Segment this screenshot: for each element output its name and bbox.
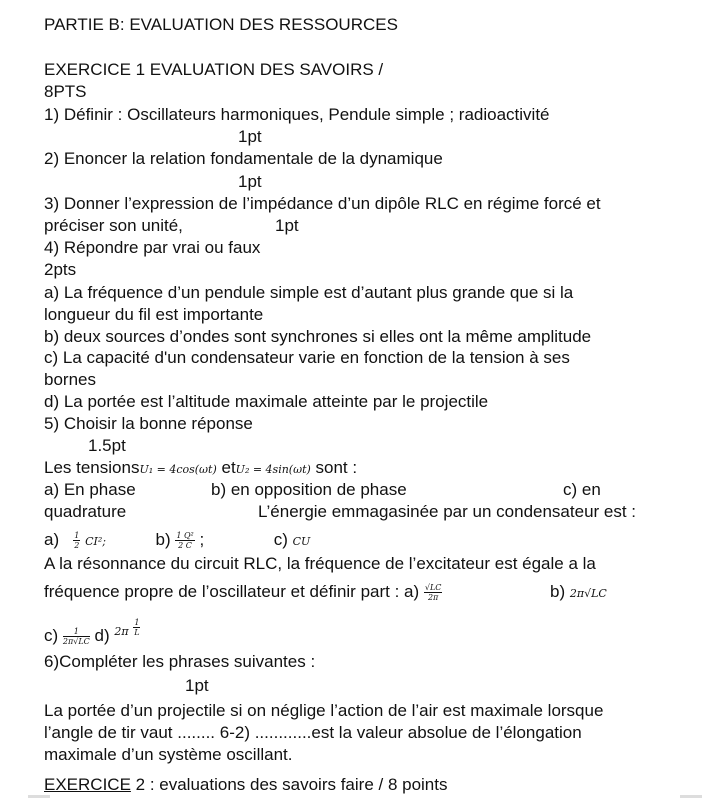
q6-line3: maximale d’un système oscillant. bbox=[44, 745, 293, 764]
q6-line1: La portée d’un projectile si on néglige l’action de l’air est maximale lorsque bbox=[44, 701, 604, 720]
energy-c-label: c) bbox=[273, 530, 288, 549]
q4-item-c-line1: c) La capacité d'un condensateur varie en fonction de la tension à ses bbox=[44, 348, 570, 367]
fraction bbox=[424, 583, 443, 602]
option-a: a) En phase bbox=[44, 480, 136, 499]
den: 2 bbox=[74, 541, 80, 551]
q5-tensions bbox=[44, 458, 357, 480]
question-4-points: 2pts bbox=[44, 260, 77, 279]
fraction bbox=[73, 531, 80, 550]
formula: 2π√LC bbox=[569, 587, 607, 600]
question-2-points: 1pt bbox=[238, 172, 262, 191]
exercise-1-points: 8PTS bbox=[44, 82, 87, 101]
option-c: c) en bbox=[563, 480, 601, 499]
tensions-prefix: Les tensions bbox=[44, 458, 140, 477]
fraction bbox=[175, 531, 194, 550]
question-5-points: 1.5pt bbox=[88, 436, 126, 455]
exercise-2-label: EXERCICE bbox=[44, 775, 131, 794]
den: L bbox=[134, 628, 140, 637]
fraction bbox=[133, 618, 140, 637]
label-c: c) bbox=[44, 626, 59, 645]
q4-item-a-line1: a) La fréquence d’un pendule simple est d’autant plus grande que si la bbox=[44, 283, 574, 302]
fraction bbox=[63, 627, 90, 646]
exercise-1-title: EXERCICE 1 EVALUATION DES SAVOIRS / bbox=[44, 60, 384, 79]
exercise-2-rest: 2 : evaluations des savoirs faire / 8 points bbox=[130, 775, 448, 794]
label: b) bbox=[550, 582, 566, 601]
label-d: d) bbox=[94, 626, 110, 645]
den: 2 C bbox=[178, 541, 192, 551]
resonance-options-cd bbox=[44, 618, 140, 646]
section-title: PARTIE B: EVALUATION DES RESSOURCES bbox=[44, 15, 398, 34]
num: 1 bbox=[134, 618, 140, 627]
energy-question: L’énergie emmagasinée par un condensateur est : bbox=[258, 502, 637, 521]
q4-item-d: d) La portée est l’altitude maximale atteinte par le projectile bbox=[44, 392, 489, 411]
et-text: et bbox=[221, 458, 236, 477]
option-b: b) en opposition de phase bbox=[211, 480, 407, 499]
num: 1 Q² bbox=[176, 531, 194, 541]
option-c-cont: quadrature bbox=[44, 502, 127, 521]
q4-item-b: b) deux sources d’ondes sont synchrones si elles ont la même amplitude bbox=[44, 327, 592, 346]
exercise-2-title bbox=[44, 775, 447, 795]
question-3-points: 1pt bbox=[275, 216, 299, 235]
num: √LC bbox=[424, 583, 442, 593]
question-1-points: 1pt bbox=[238, 127, 262, 146]
energy-a-formula: CI²; bbox=[85, 535, 107, 548]
resonance-option-b bbox=[550, 582, 607, 604]
question-3-line2: préciser son unité, bbox=[44, 216, 183, 235]
den: 2π√LC bbox=[62, 637, 90, 647]
question-2: 2) Enoncer la relation fondamentale de la dynamique bbox=[44, 149, 443, 168]
q6-line2: l’angle de tir vaut ........ 6-2) ............est la valeur absolue de l’élongation bbox=[44, 723, 582, 742]
resonance-line1: A la résonnance du circuit RLC, la fréquence de l’excitateur est égale a la bbox=[44, 554, 596, 573]
den: 2π bbox=[427, 593, 439, 603]
num: 1 bbox=[63, 627, 90, 637]
energy-a-label: a) bbox=[44, 530, 60, 549]
semicolon: ; bbox=[199, 530, 205, 549]
formula-u2: U₂ = 4sin(ωt) bbox=[235, 463, 311, 476]
question-5: 5) Choisir la bonne réponse bbox=[44, 414, 253, 433]
question-3-line1: 3) Donner l’expression de l’impédance d’un dipôle RLC en régime forcé et bbox=[44, 194, 601, 213]
question-6-points: 1pt bbox=[185, 676, 209, 695]
question-4: 4) Répondre par vrai ou faux bbox=[44, 238, 261, 257]
energy-b-label: b) bbox=[155, 530, 171, 549]
tensions-suffix: sont : bbox=[310, 458, 358, 477]
resonance-text: fréquence propre de l’oscillateur et définir part : a) bbox=[44, 582, 420, 601]
question-6: 6)Compléter les phrases suivantes : bbox=[44, 652, 316, 671]
formula: 2π bbox=[114, 625, 129, 638]
energy-options bbox=[44, 530, 310, 552]
q4-item-c-line2: bornes bbox=[44, 370, 96, 389]
resonance-line2 bbox=[44, 582, 442, 602]
q4-item-a-line2: longueur du fil est importante bbox=[44, 305, 264, 324]
question-1: 1) Définir : Oscillateurs harmoniques, Pendule simple ; radioactivité bbox=[44, 105, 550, 124]
formula-u1: U₁ = 4cos(ωt) bbox=[139, 463, 217, 476]
num: 1 bbox=[74, 531, 80, 541]
energy-c-formula: CU bbox=[292, 535, 311, 548]
